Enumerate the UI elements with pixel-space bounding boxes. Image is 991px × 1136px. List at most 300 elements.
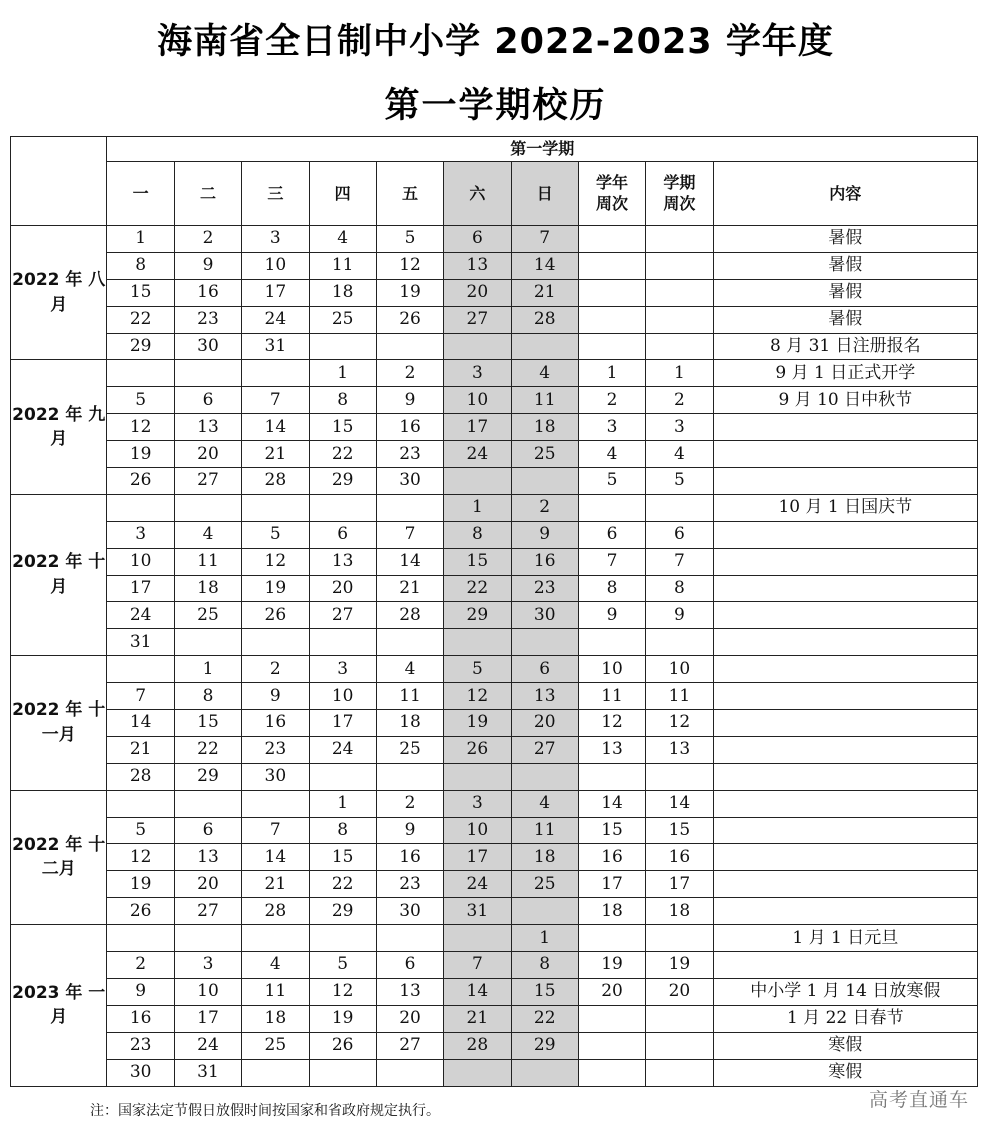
day-cell: 22 (309, 871, 376, 898)
weekday-header-thu: 四 (309, 162, 376, 226)
calendar-week-row (11, 306, 978, 333)
day-cell: 20 (309, 575, 376, 602)
event-note: 1 月 1 日元旦 (713, 925, 977, 952)
calendar-week-row (11, 952, 978, 979)
day-cell: 30 (511, 602, 578, 629)
month-label: 2023 年 一月 (11, 925, 107, 1086)
day-cell: 5 (107, 387, 174, 414)
day-cell: 31 (174, 1059, 241, 1086)
day-cell (376, 494, 443, 521)
day-cell: 1 (107, 226, 174, 253)
event-note (713, 952, 977, 979)
term-week-number (646, 306, 713, 333)
day-cell: 17 (444, 414, 511, 441)
event-note: 10 月 1 日国庆节 (713, 494, 977, 521)
day-cell: 25 (511, 441, 578, 468)
term-week-number: 14 (646, 790, 713, 817)
term-week-number (646, 1005, 713, 1032)
day-cell (107, 656, 174, 683)
day-cell (309, 1059, 376, 1086)
event-note (713, 683, 977, 710)
day-cell: 4 (309, 226, 376, 253)
day-cell: 28 (242, 468, 309, 495)
day-cell (444, 763, 511, 790)
day-cell: 16 (376, 844, 443, 871)
day-cell: 29 (309, 898, 376, 925)
day-cell: 3 (242, 226, 309, 253)
term-week-number: 1 (646, 360, 713, 387)
day-cell: 24 (242, 306, 309, 333)
day-cell: 12 (444, 683, 511, 710)
day-cell (309, 333, 376, 360)
year-week-number (578, 306, 645, 333)
year-week-number: 6 (578, 521, 645, 548)
day-cell (309, 494, 376, 521)
calendar-week-row (11, 387, 978, 414)
year-week-number (578, 1059, 645, 1086)
year-week-number (578, 1005, 645, 1032)
calendar-week-row (11, 763, 978, 790)
day-cell: 7 (511, 226, 578, 253)
day-cell (309, 629, 376, 656)
calendar-week-row (11, 252, 978, 279)
day-cell: 24 (107, 602, 174, 629)
day-cell: 23 (174, 306, 241, 333)
day-cell: 16 (242, 710, 309, 737)
day-cell: 20 (174, 871, 241, 898)
day-cell: 28 (242, 898, 309, 925)
event-note (713, 441, 977, 468)
day-cell (376, 925, 443, 952)
calendar-week-row (11, 656, 978, 683)
event-note (713, 736, 977, 763)
day-cell: 26 (107, 898, 174, 925)
day-cell: 24 (309, 736, 376, 763)
day-cell (444, 1059, 511, 1086)
day-cell (376, 629, 443, 656)
day-cell (511, 333, 578, 360)
day-cell: 21 (107, 736, 174, 763)
day-cell: 3 (444, 790, 511, 817)
day-cell (242, 925, 309, 952)
day-cell: 12 (376, 252, 443, 279)
day-cell (309, 763, 376, 790)
day-cell: 29 (107, 333, 174, 360)
day-cell: 6 (174, 387, 241, 414)
day-cell: 20 (376, 1005, 443, 1032)
event-note (713, 521, 977, 548)
year-week-number: 20 (578, 978, 645, 1005)
calendar-week-row (11, 978, 978, 1005)
day-cell: 12 (242, 548, 309, 575)
month-label: 2022 年 十一月 (11, 656, 107, 790)
day-cell: 7 (242, 387, 309, 414)
day-cell: 6 (174, 817, 241, 844)
day-cell: 18 (309, 279, 376, 306)
day-cell: 2 (107, 952, 174, 979)
event-note (713, 710, 977, 737)
term-week-number (646, 763, 713, 790)
day-cell: 8 (174, 683, 241, 710)
weekday-header-sat: 六 (444, 162, 511, 226)
weekday-header-tue: 二 (174, 162, 241, 226)
day-cell: 11 (376, 683, 443, 710)
month-header-blank (11, 137, 107, 226)
event-note (713, 763, 977, 790)
day-cell: 23 (376, 871, 443, 898)
day-cell: 18 (511, 414, 578, 441)
day-cell (376, 763, 443, 790)
day-cell: 26 (107, 468, 174, 495)
month-label: 2022 年 八月 (11, 226, 107, 360)
day-cell: 2 (511, 494, 578, 521)
term-week-number (646, 1059, 713, 1086)
day-cell: 14 (376, 548, 443, 575)
calendar-week-row (11, 279, 978, 306)
day-cell: 2 (376, 790, 443, 817)
term-week-number: 2 (646, 387, 713, 414)
year-week-number: 1 (578, 360, 645, 387)
calendar-week-row (11, 333, 978, 360)
event-note (713, 468, 977, 495)
day-cell (107, 925, 174, 952)
term-week-number: 19 (646, 952, 713, 979)
day-cell: 4 (242, 952, 309, 979)
day-cell: 19 (107, 871, 174, 898)
day-cell: 19 (107, 441, 174, 468)
year-week-number: 3 (578, 414, 645, 441)
event-note (713, 656, 977, 683)
weekday-header-wed: 三 (242, 162, 309, 226)
term-week-number: 8 (646, 575, 713, 602)
day-cell (242, 629, 309, 656)
day-cell: 24 (174, 1032, 241, 1059)
term-week-number: 5 (646, 468, 713, 495)
event-note: 寒假 (713, 1032, 977, 1059)
calendar-week-row (11, 468, 978, 495)
calendar-week-row (11, 736, 978, 763)
day-cell: 4 (174, 521, 241, 548)
day-cell: 26 (242, 602, 309, 629)
term-week-number: 18 (646, 898, 713, 925)
year-week-number: 12 (578, 710, 645, 737)
day-cell: 17 (107, 575, 174, 602)
day-cell: 24 (444, 871, 511, 898)
day-cell: 11 (174, 548, 241, 575)
day-cell: 28 (376, 602, 443, 629)
day-cell: 12 (107, 414, 174, 441)
month-label: 2022 年 十二月 (11, 790, 107, 924)
year-week-number: 17 (578, 871, 645, 898)
day-cell (376, 1059, 443, 1086)
day-cell: 18 (242, 1005, 309, 1032)
day-cell: 7 (444, 952, 511, 979)
year-week-number: 13 (578, 736, 645, 763)
day-cell: 8 (309, 817, 376, 844)
term-week-number (646, 494, 713, 521)
day-cell: 28 (444, 1032, 511, 1059)
day-cell: 27 (174, 468, 241, 495)
day-cell: 15 (511, 978, 578, 1005)
day-cell: 10 (174, 978, 241, 1005)
calendar-week-row (11, 602, 978, 629)
day-cell: 25 (309, 306, 376, 333)
day-cell: 9 (107, 978, 174, 1005)
day-cell (511, 468, 578, 495)
day-cell: 25 (511, 871, 578, 898)
term-week-number (646, 925, 713, 952)
event-note: 暑假 (713, 279, 977, 306)
term-week-number: 13 (646, 736, 713, 763)
term-week-number: 7 (646, 548, 713, 575)
calendar-week-row (11, 925, 978, 952)
day-cell: 17 (309, 710, 376, 737)
day-cell: 7 (376, 521, 443, 548)
day-cell: 20 (174, 441, 241, 468)
day-cell: 26 (376, 306, 443, 333)
day-cell: 2 (174, 226, 241, 253)
calendar-week-row (11, 683, 978, 710)
day-cell: 29 (511, 1032, 578, 1059)
day-cell: 22 (107, 306, 174, 333)
day-cell: 14 (444, 978, 511, 1005)
day-cell: 9 (376, 817, 443, 844)
watermark: 高考直通车 (868, 1089, 969, 1111)
year-week-header: 学年周次 (578, 162, 645, 226)
calendar-week-row (11, 817, 978, 844)
day-cell (107, 494, 174, 521)
day-cell: 10 (309, 683, 376, 710)
day-cell: 13 (511, 683, 578, 710)
event-note (713, 575, 977, 602)
day-cell: 4 (376, 656, 443, 683)
day-cell: 26 (444, 736, 511, 763)
day-cell (174, 925, 241, 952)
year-week-number (578, 629, 645, 656)
calendar-week-row (11, 790, 978, 817)
term-week-number: 12 (646, 710, 713, 737)
event-note: 8 月 31 日注册报名 (713, 333, 977, 360)
day-cell (174, 360, 241, 387)
day-cell: 30 (107, 1059, 174, 1086)
day-cell: 14 (242, 414, 309, 441)
day-cell: 5 (107, 817, 174, 844)
day-cell: 5 (376, 226, 443, 253)
day-cell: 23 (107, 1032, 174, 1059)
day-cell: 5 (444, 656, 511, 683)
day-cell: 21 (376, 575, 443, 602)
day-cell: 23 (376, 441, 443, 468)
event-note (713, 602, 977, 629)
day-cell: 21 (242, 441, 309, 468)
day-cell: 10 (242, 252, 309, 279)
day-cell (242, 1059, 309, 1086)
day-cell: 1 (174, 656, 241, 683)
term-week-number: 11 (646, 683, 713, 710)
calendar-body (11, 226, 978, 1087)
day-cell: 21 (444, 1005, 511, 1032)
term-week-header: 学期周次 (646, 162, 713, 226)
day-cell: 27 (444, 306, 511, 333)
day-cell: 16 (511, 548, 578, 575)
day-cell: 19 (444, 710, 511, 737)
day-cell: 10 (444, 387, 511, 414)
day-cell (444, 468, 511, 495)
day-cell: 22 (511, 1005, 578, 1032)
day-cell: 16 (107, 1005, 174, 1032)
day-cell: 22 (174, 736, 241, 763)
event-note (713, 898, 977, 925)
year-week-number: 2 (578, 387, 645, 414)
day-cell: 31 (242, 333, 309, 360)
day-cell: 22 (309, 441, 376, 468)
calendar-week-row (11, 1032, 978, 1059)
footnote: 注：国家法定节假日放假时间按国家和省政府规定执行。 (90, 1103, 440, 1119)
day-cell: 11 (511, 387, 578, 414)
day-cell: 3 (107, 521, 174, 548)
year-week-number: 7 (578, 548, 645, 575)
event-note (713, 817, 977, 844)
term-week-number: 3 (646, 414, 713, 441)
day-cell: 12 (309, 978, 376, 1005)
day-cell: 2 (376, 360, 443, 387)
day-cell: 15 (309, 414, 376, 441)
day-cell: 19 (242, 575, 309, 602)
year-week-number (578, 252, 645, 279)
event-note: 1 月 22 日春节 (713, 1005, 977, 1032)
day-cell: 10 (107, 548, 174, 575)
calendar-subtitle: 第一学期校历 (384, 86, 607, 126)
calendar-week-row (11, 1005, 978, 1032)
day-cell (511, 763, 578, 790)
day-cell: 11 (309, 252, 376, 279)
day-cell: 13 (174, 414, 241, 441)
year-week-number (578, 494, 645, 521)
day-cell (511, 629, 578, 656)
term-week-number: 15 (646, 817, 713, 844)
day-cell: 5 (309, 952, 376, 979)
day-cell: 6 (376, 952, 443, 979)
year-week-number (578, 1032, 645, 1059)
day-cell: 20 (511, 710, 578, 737)
calendar-week-row (11, 441, 978, 468)
day-cell (242, 360, 309, 387)
year-week-number: 11 (578, 683, 645, 710)
calendar-week-row (11, 360, 978, 387)
day-cell: 12 (107, 844, 174, 871)
year-week-number: 14 (578, 790, 645, 817)
event-note (713, 790, 977, 817)
day-cell: 27 (511, 736, 578, 763)
year-week-number (578, 925, 645, 952)
day-cell: 6 (444, 226, 511, 253)
event-note (713, 629, 977, 656)
day-cell: 30 (376, 898, 443, 925)
event-note: 9 月 1 日正式开学 (713, 360, 977, 387)
term-week-number: 10 (646, 656, 713, 683)
day-cell: 29 (444, 602, 511, 629)
weekday-header-sun: 日 (511, 162, 578, 226)
day-cell: 27 (376, 1032, 443, 1059)
term-week-number: 17 (646, 871, 713, 898)
day-cell (444, 629, 511, 656)
calendar-week-row (11, 548, 978, 575)
day-cell: 8 (511, 952, 578, 979)
year-week-number (578, 763, 645, 790)
calendar-week-row (11, 414, 978, 441)
day-cell: 3 (309, 656, 376, 683)
year-week-number: 8 (578, 575, 645, 602)
day-cell: 2 (242, 656, 309, 683)
day-cell (511, 898, 578, 925)
event-note: 暑假 (713, 226, 977, 253)
day-cell (376, 333, 443, 360)
day-cell: 18 (376, 710, 443, 737)
day-cell: 20 (444, 279, 511, 306)
term-week-number (646, 279, 713, 306)
event-note (713, 548, 977, 575)
day-cell: 18 (511, 844, 578, 871)
day-cell: 19 (309, 1005, 376, 1032)
day-cell: 14 (107, 710, 174, 737)
calendar-week-row (11, 575, 978, 602)
day-cell: 5 (242, 521, 309, 548)
day-cell: 30 (242, 763, 309, 790)
day-cell: 11 (511, 817, 578, 844)
weekday-header-mon: 一 (107, 162, 174, 226)
term-week-number (646, 333, 713, 360)
year-week-number: 9 (578, 602, 645, 629)
day-cell: 15 (107, 279, 174, 306)
event-note (713, 871, 977, 898)
day-cell (174, 790, 241, 817)
term-week-number: 9 (646, 602, 713, 629)
term-week-number (646, 629, 713, 656)
day-cell (444, 333, 511, 360)
event-note (713, 844, 977, 871)
term-week-number: 16 (646, 844, 713, 871)
month-label: 2022 年 十月 (11, 494, 107, 655)
term-week-number (646, 252, 713, 279)
term-header: 第一学期 (107, 137, 978, 162)
calendar-week-row (11, 629, 978, 656)
day-cell (174, 494, 241, 521)
year-week-number: 5 (578, 468, 645, 495)
day-cell: 6 (309, 521, 376, 548)
weekday-header-fri: 五 (376, 162, 443, 226)
day-cell: 30 (376, 468, 443, 495)
calendar-week-row (11, 1059, 978, 1086)
content-header: 内容 (713, 162, 977, 226)
day-cell: 9 (174, 252, 241, 279)
event-note: 寒假 (713, 1059, 977, 1086)
day-cell: 30 (174, 333, 241, 360)
day-cell: 28 (511, 306, 578, 333)
day-cell: 25 (174, 602, 241, 629)
year-week-number (578, 333, 645, 360)
day-cell: 16 (376, 414, 443, 441)
event-note: 暑假 (713, 252, 977, 279)
day-cell: 23 (511, 575, 578, 602)
calendar-week-row (11, 226, 978, 253)
day-cell: 13 (444, 252, 511, 279)
year-week-number (578, 226, 645, 253)
day-cell: 10 (444, 817, 511, 844)
day-cell: 25 (242, 1032, 309, 1059)
month-label: 2022 年 九月 (11, 360, 107, 494)
day-cell: 3 (174, 952, 241, 979)
day-cell: 18 (174, 575, 241, 602)
